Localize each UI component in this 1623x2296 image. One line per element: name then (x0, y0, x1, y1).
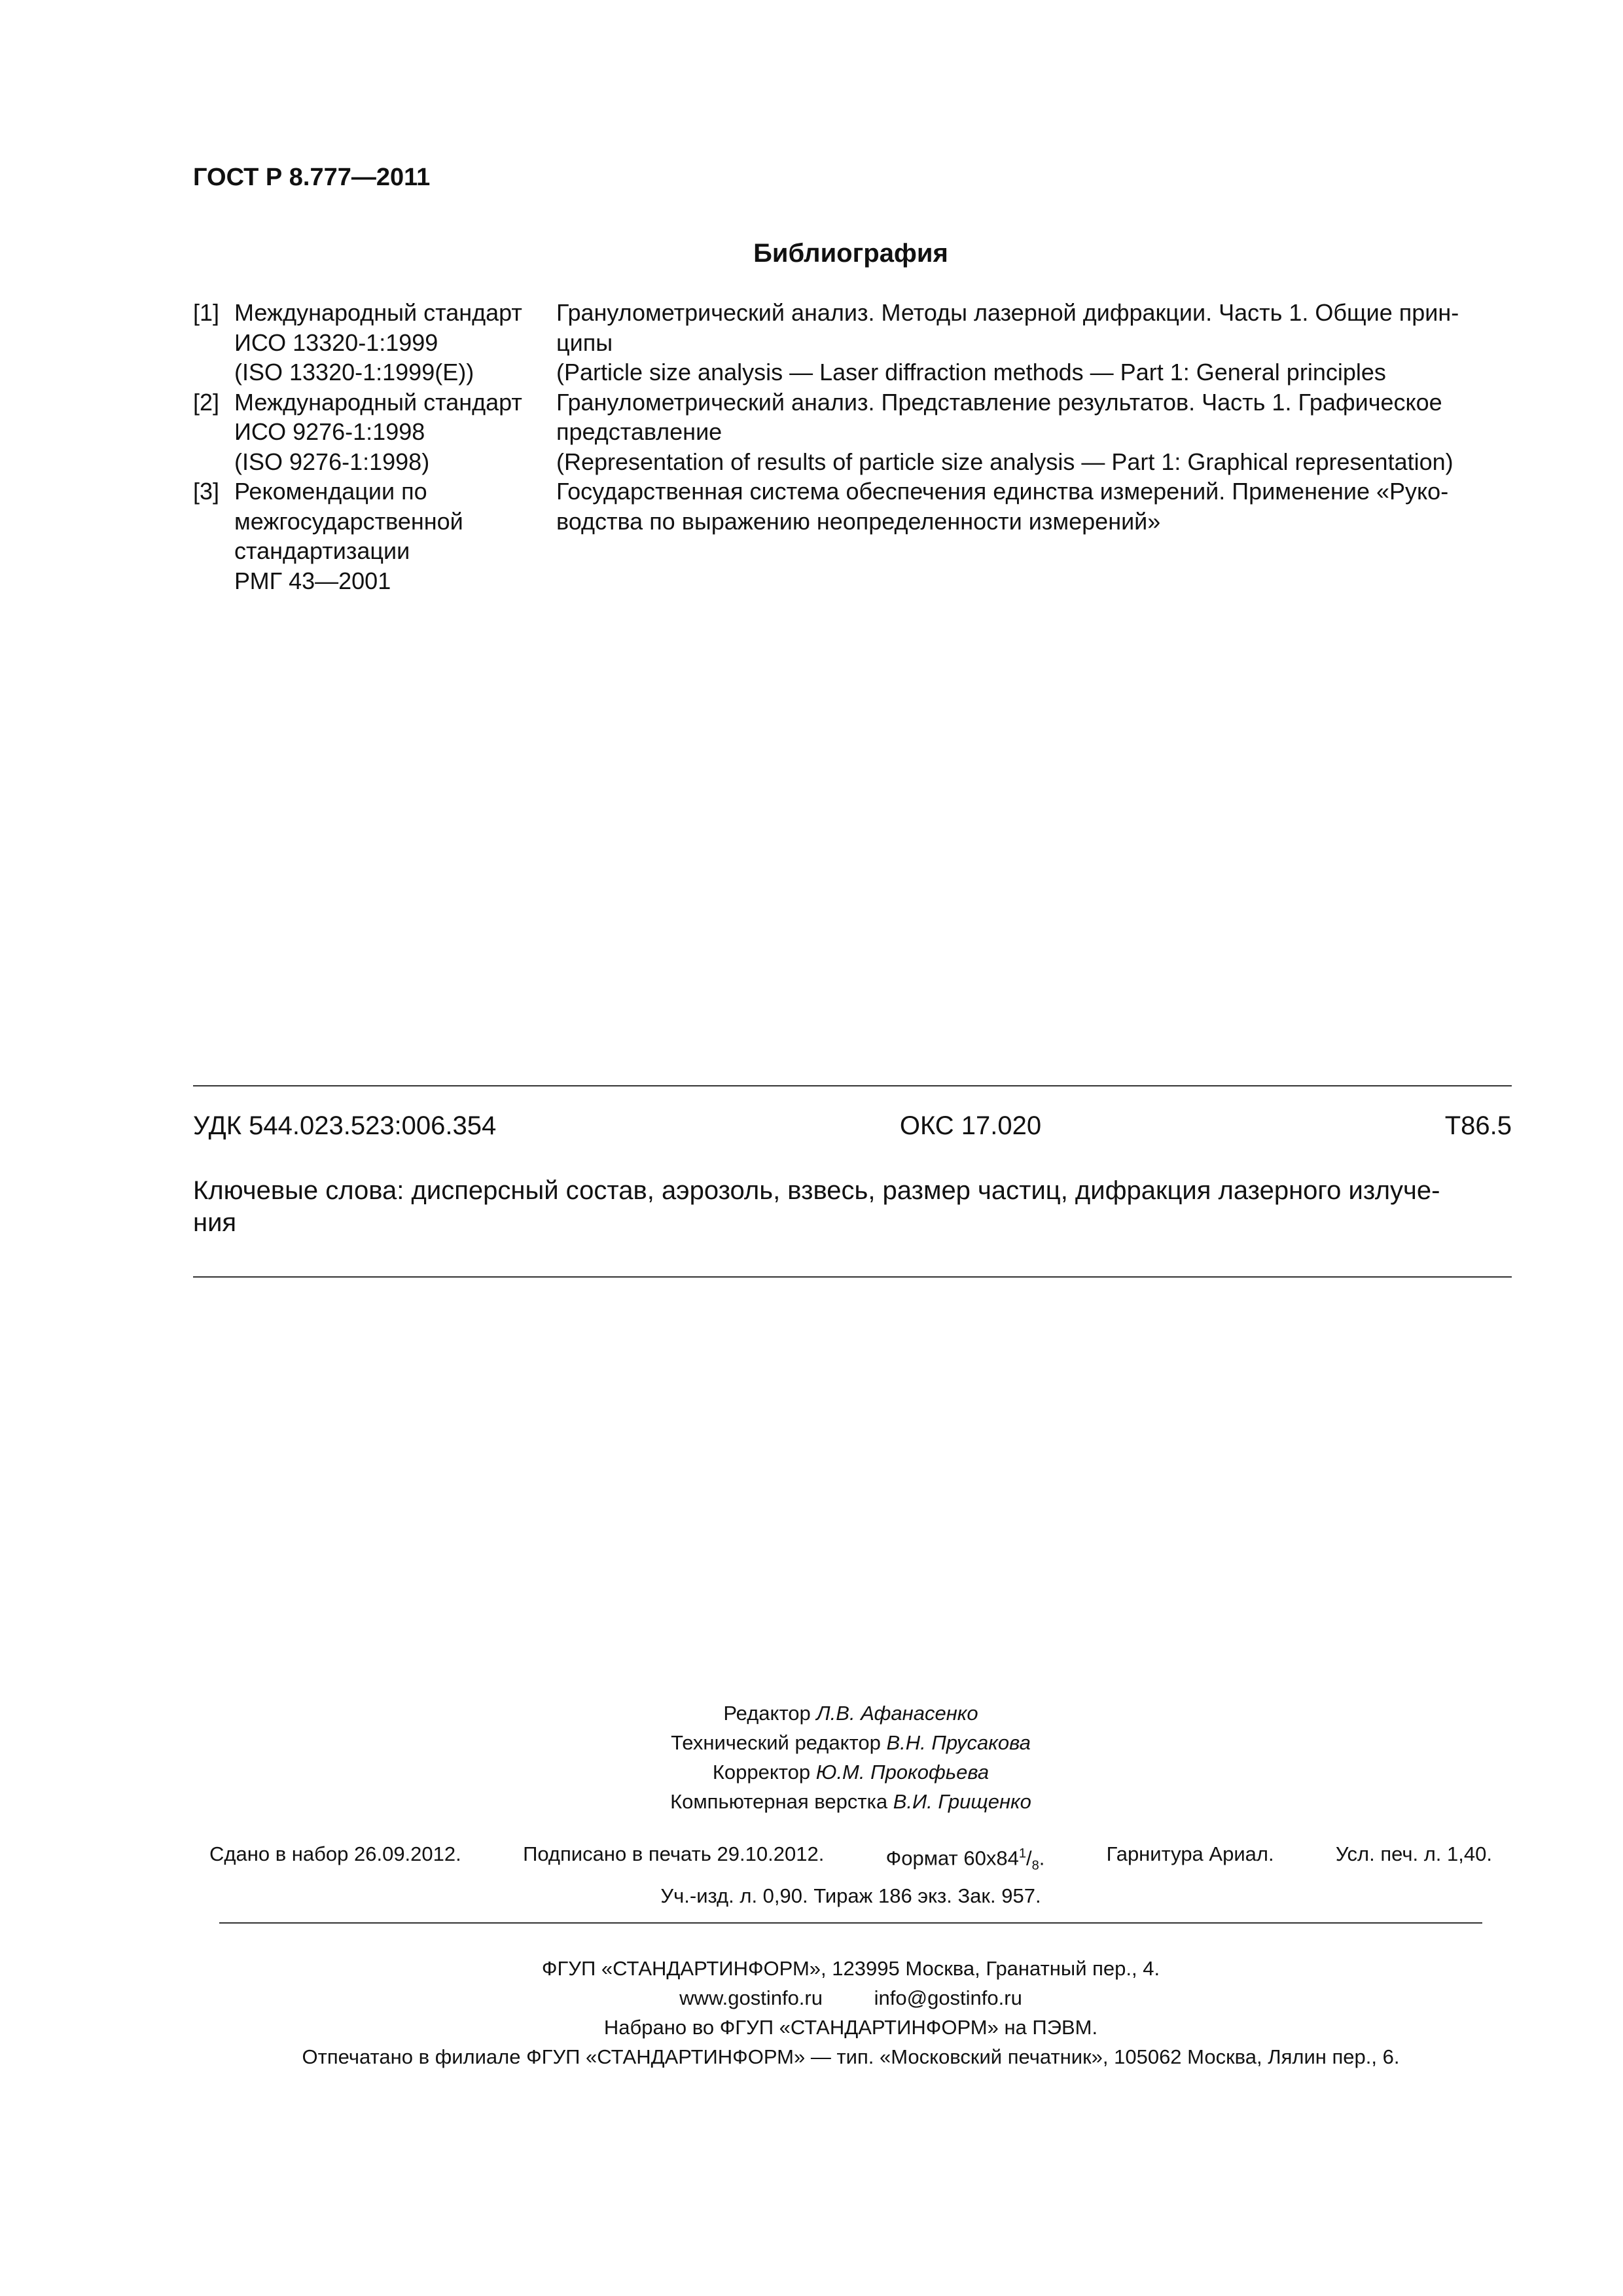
credit-name: В.И. Грищенко (893, 1790, 1031, 1813)
divider-bottom (219, 1922, 1482, 1924)
entry-source (234, 298, 556, 387)
entry-number: [1] (193, 299, 220, 326)
printed-note: Отпечатано в филиале ФГУП «СТАНДАРТИНФОРМ» — тип. «Московский печатник», 105062 Москва, Лялин пер., 6. (302, 2045, 1400, 2068)
signed-date: Подписано в печать 29.10.2012. (523, 1842, 825, 1865)
credit-role: Компьютерная верстка (670, 1790, 888, 1813)
credit-line (0, 1728, 1623, 1757)
source-line: Международный стандарт (234, 299, 522, 326)
description-line: ципы (556, 329, 613, 356)
typeset-note: Набрано во ФГУП «СТАНДАРТИНФОРМ» на ПЭВМ. (603, 2016, 1098, 2039)
paper-format: Формат $60х84^1/_8$. (885, 1846, 1045, 1873)
bibliography-entry (193, 476, 1512, 596)
credit-name: Ю.М. Прокофьева (815, 1761, 990, 1784)
description-line: (Representation of results of particle size analysis — Part 1: Graphical representation) (556, 448, 1454, 475)
credit-line (0, 1787, 1623, 1816)
description-line: Гранулометрический анализ. Представление результатов. Часть 1. Графическое (556, 388, 1442, 416)
bibliography-title: Библиография (753, 239, 948, 268)
source-line: Международный стандарт (234, 388, 522, 416)
divider-top (193, 1085, 1512, 1086)
credit-role: Редактор (723, 1702, 811, 1725)
website-link[interactable]: www.gostinfo.ru (679, 1986, 823, 2009)
print-info (209, 1839, 1492, 1910)
bibliography-entry (193, 298, 1512, 387)
credit-line (0, 1757, 1623, 1787)
keywords-line: ния (193, 1208, 237, 1237)
category-code: Т86.5 (1444, 1111, 1512, 1140)
description-line: водства по выражению неопределенности измерений» (556, 507, 1161, 535)
classification-row (193, 1111, 1512, 1141)
source-line: ИСО 13320-1:1999 (234, 329, 438, 356)
divider-middle (193, 1276, 1512, 1278)
print-info-row (209, 1839, 1492, 1881)
typeface: Гарнитура Ариал. (1106, 1842, 1274, 1865)
publisher-block (0, 1954, 1623, 2072)
submitted-date: Сдано в набор 26.09.2012. (209, 1842, 461, 1865)
entry-source (234, 476, 556, 596)
email-link[interactable]: info@gostinfo.ru (874, 1986, 1022, 2009)
source-line: стандартизации (234, 537, 410, 564)
credit-line (0, 1698, 1623, 1728)
bibliography-entry (193, 387, 1512, 477)
entry-number: [3] (193, 478, 220, 505)
description-line: Гранулометрический анализ. Методы лазерной дифракции. Часть 1. Общие прин- (556, 299, 1459, 326)
entry-source (234, 387, 556, 477)
publisher-address: ФГУП «СТАНДАРТИНФОРМ», 123995 Москва, Гранатный пер., 4. (541, 1957, 1160, 1980)
source-line: межгосударственной (234, 507, 463, 535)
entry-description (556, 298, 1512, 387)
udk-code: УДК 544.023.523:006.354 (193, 1111, 497, 1140)
document-id: ГОСТ Р 8.777—2011 (193, 164, 431, 191)
credit-name: В.Н. Прусакова (886, 1731, 1031, 1754)
credit-role: Корректор (712, 1761, 811, 1784)
description-line: (Particle size analysis — Laser diffraction methods — Part 1: General principles (556, 359, 1386, 386)
source-line: РМГ 43—2001 (234, 567, 391, 594)
bibliography-list (193, 298, 1512, 596)
keywords-line: Ключевые слова: дисперсный состав, аэрозоль, взвесь, размер частиц, дифракция лазерного излуче- (193, 1176, 1440, 1205)
credits-block (0, 1698, 1623, 1816)
source-line: (ISO 9276-1:1998) (234, 448, 430, 475)
print-info-row: Уч.-изд. л. 0,90. Тираж 186 экз. Зак. 957. (660, 1884, 1041, 1907)
source-line: (ISO 13320-1:1999(E)) (234, 359, 474, 386)
publisher-contacts (0, 1983, 1623, 2013)
credit-role: Технический редактор (671, 1731, 881, 1754)
description-line: Государственная система обеспечения единства измерений. Применение «Руко- (556, 478, 1449, 505)
printed-sheets: Усл. печ. л. 1,40. (1335, 1842, 1492, 1865)
source-line: ИСО 9276-1:1998 (234, 418, 425, 445)
entry-description (556, 476, 1512, 536)
description-line: представление (556, 418, 722, 445)
entry-number: [2] (193, 388, 220, 416)
keywords (193, 1175, 1512, 1239)
entry-description (556, 387, 1512, 477)
source-line: Рекомендации по (234, 478, 427, 505)
oks-code: ОКС 17.020 (899, 1111, 1042, 1140)
credit-name: Л.В. Афанасенко (816, 1702, 978, 1725)
